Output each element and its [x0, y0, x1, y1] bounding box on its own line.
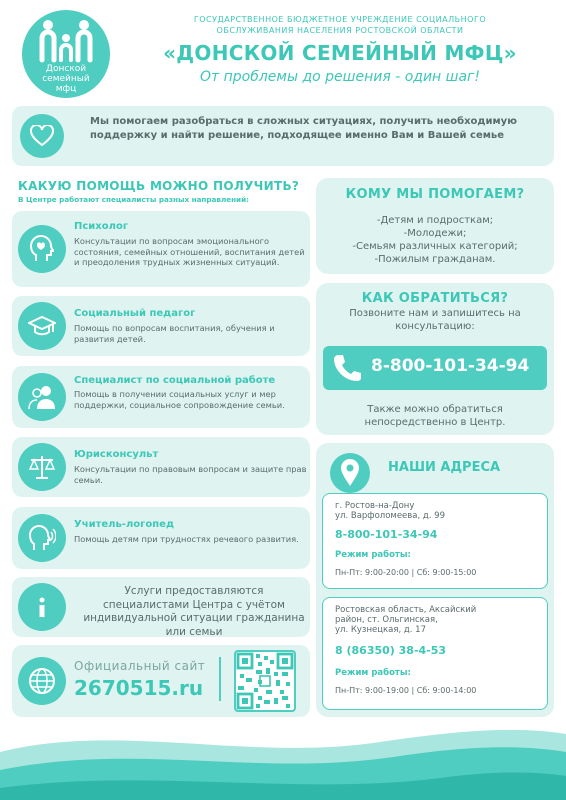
services-note: Услуги предоставляются специалистами Центра с учётом индивидуальной ситуации гражданина или семьи	[83, 585, 305, 638]
logo-text-line: мфц	[55, 84, 77, 94]
official-site-card	[12, 645, 310, 717]
heart-icon	[30, 125, 54, 147]
slogan: От проблемы до решения - один шаг!	[199, 69, 481, 85]
info-icon-circle	[18, 583, 66, 631]
globe-icon-circle	[18, 657, 66, 705]
bottom-wave-decoration	[0, 712, 566, 800]
people-icon	[28, 383, 56, 411]
logo-text-line: семейный	[42, 74, 90, 84]
addresses-title: НАШИ АДРЕСА	[388, 460, 501, 475]
logo-text-line: Донской	[45, 64, 87, 74]
address-phone[interactable]: 8-800-101-34-94	[335, 528, 438, 541]
globe-icon	[28, 667, 56, 695]
specialist-card-social-worker	[12, 366, 310, 428]
services-note-card	[12, 577, 310, 637]
specialist-icon-circle	[18, 443, 66, 491]
address-card-olginskaya	[322, 597, 548, 710]
intro-icon-circle	[20, 114, 64, 158]
who-item: -Семьям различных категорий;	[352, 241, 518, 252]
qr-code-icon	[234, 650, 296, 712]
phone-button[interactable]	[323, 346, 547, 390]
logo	[22, 10, 110, 98]
who-item: -Молодежи;	[403, 228, 467, 239]
graduation-cap-icon	[28, 312, 56, 340]
specialist-desc: Помощь детям при трудностях речевого развития.	[74, 534, 299, 544]
help-subheading: В Центре работают специалисты разных направлений:	[18, 195, 249, 204]
help-heading: КАКУЮ ПОМОЩЬ МОЖНО ПОЛУЧИТЬ?	[18, 179, 300, 193]
address-line: г. Ростов-на-Дону	[335, 501, 415, 511]
contact-note: Также можно обратиться непосредственно в Центр.	[364, 404, 506, 428]
contact-text: Позвоните нам и запишитесь на консультацию:	[349, 308, 521, 332]
working-hours: Пн-Пт: 9:00-20:00 | Сб: 9:00-15:00	[335, 568, 477, 577]
org-line-2: ОБСЛУЖИВАНИЯ НАСЕЛЕНИЯ РОСТОВСКОЙ ОБЛАСТИ	[216, 26, 464, 35]
specialist-card-social-pedagogue	[12, 296, 310, 356]
address-line: ул. Варфоломеева, д. 99	[335, 511, 445, 521]
specialist-icon-circle	[18, 225, 66, 273]
specialist-desc: Консультации по правовым вопросам и защите прав семьи.	[74, 464, 307, 485]
working-hours-label: Режим работы:	[335, 668, 411, 678]
specialist-card-speech-therapist	[12, 507, 310, 569]
specialist-title: Учитель-логопед	[74, 519, 175, 530]
working-hours: Пн-Пт: 9:00-19:00 | Сб: 9:00-14:00	[335, 686, 477, 695]
phone-icon	[331, 352, 363, 384]
info-icon	[28, 593, 56, 621]
specialist-desc: Помощь в получении социальных услуг и мер поддержки, социальное сопровождение семьи.	[74, 389, 285, 410]
speech-head-icon	[28, 524, 56, 552]
specialist-title: Специалист по социальной работе	[74, 375, 276, 386]
specialist-icon-circle	[18, 373, 66, 421]
specialist-title: Юрисконсульт	[74, 449, 159, 460]
who-item: -Пожилым гражданам.	[374, 254, 496, 265]
who-item: -Детям и подросткам;	[376, 215, 494, 226]
address-phone[interactable]: 8 (86350) 38-4-53	[335, 644, 447, 657]
how-to-contact-box	[316, 283, 554, 435]
map-pin-icon-circle	[330, 453, 370, 493]
family-logo-icon	[36, 16, 96, 66]
site-label: Официальный сайт	[74, 659, 206, 673]
head-heart-icon	[28, 235, 56, 263]
specialist-desc: Помощь по вопросам воспитания, обучения и развития детей.	[74, 323, 275, 344]
specialist-title: Психолог	[74, 221, 129, 232]
intro-box	[12, 106, 554, 166]
who-we-help-title: КОМУ МЫ ПОМОГАЕМ?	[345, 187, 525, 202]
how-to-contact-title: КАК ОБРАТИТЬСЯ?	[361, 291, 509, 306]
working-hours-label: Режим работы:	[335, 550, 411, 560]
addresses-box	[316, 443, 554, 717]
divider	[219, 657, 221, 701]
address-line: Ростовская область, Аксайский	[335, 605, 477, 615]
address-line: ул. Кузнецкая, д. 17	[335, 625, 426, 635]
intro-text: Мы помогаем разобраться в сложных ситуациях, получить необходимую поддержку и найти решение, подходящее именно Вам и Вашей семье	[90, 116, 517, 141]
address-line: район, ст. Ольгинская,	[335, 615, 438, 625]
org-line-1: ГОСУДАРСТВЕННОЕ БЮДЖЕТНОЕ УЧРЕЖДЕНИЕ СОЦИАЛЬНОГО	[193, 15, 487, 24]
specialist-icon-circle	[18, 302, 66, 350]
specialist-desc: Консультации по вопросам эмоционального состояния, семейных отношений, воспитания детей и преодоления трудных жизненных ситуаций.	[74, 236, 305, 267]
specialist-card-psychologist	[12, 211, 310, 287]
site-url[interactable]: 2670515.ru	[74, 676, 204, 700]
map-pin-icon	[340, 459, 360, 487]
who-we-help-box	[316, 178, 554, 274]
phone-number: 8-800-101-34-94	[371, 356, 530, 376]
page-title: «ДОНСКОЙ СЕМЕЙНЫЙ МФЦ»	[163, 41, 517, 65]
specialist-title: Социальный педагог	[74, 308, 196, 319]
scales-icon	[28, 453, 56, 481]
specialist-card-legal-advisor	[12, 437, 310, 497]
address-card-rostov	[322, 493, 548, 589]
specialist-icon-circle	[18, 514, 66, 562]
